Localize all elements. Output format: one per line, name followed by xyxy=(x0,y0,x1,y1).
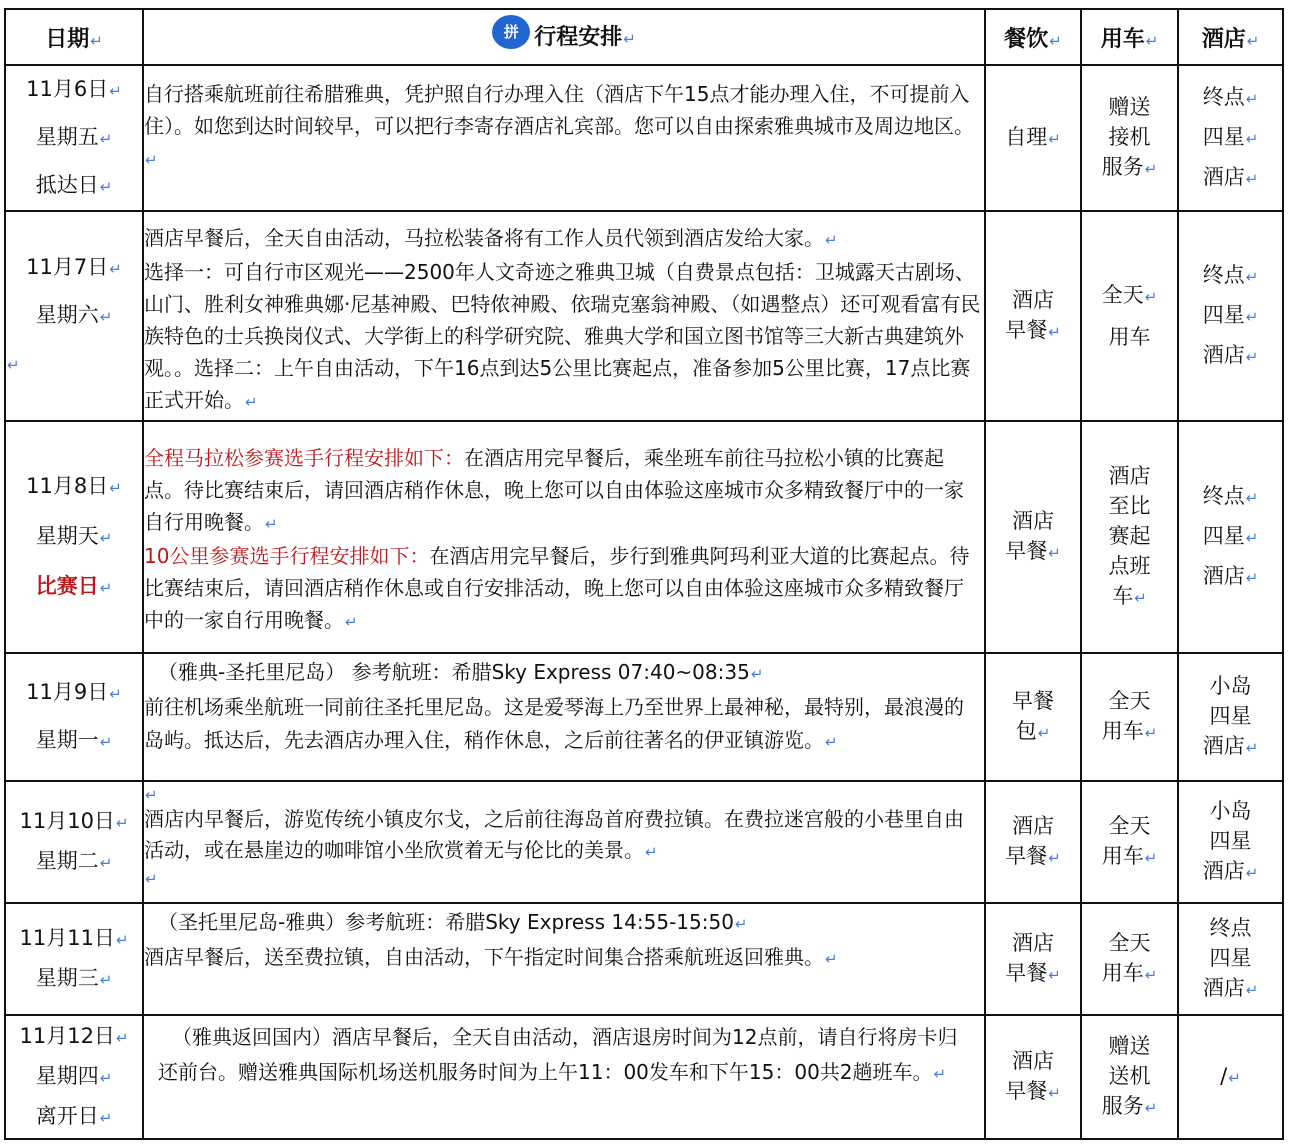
car-cell: 全天 用车↵ xyxy=(1081,653,1178,781)
table-row xyxy=(5,65,1283,211)
hotel-cell: 终点 四星 酒店↵ xyxy=(1178,903,1283,1015)
header-meal: 餐饮↵ xyxy=(985,9,1081,65)
meal-cell: 早餐 包↵ xyxy=(985,653,1081,781)
meal-cell: 自理↵ xyxy=(985,65,1081,211)
table-row xyxy=(5,653,1283,781)
hotel-cell: 小岛 四星 酒店↵ xyxy=(1178,781,1283,903)
plan-cell: （圣托里尼岛-雅典）参考航班：希腊Sky Express 14:55-15:50↵ 酒店早餐后，送至费拉镇，自由活动，下午指定时间集合搭乘航班返回雅典。↵ xyxy=(143,903,985,1015)
table-row xyxy=(5,903,1283,1015)
plan-cell: ↵ 酒店内早餐后，游览传统小镇皮尔戈，之后前往海岛首府费拉镇。在费拉迷宫般的小巷里自由活动，或在悬崖边的咖啡馆小坐欣赏着无与伦比的美景。↵ ↵ xyxy=(143,781,985,903)
date-cell: 11月9日↵ 星期一↵ xyxy=(5,653,143,781)
plan-cell: （雅典-圣托里尼岛） 参考航班：希腊Sky Express 07:40~08:35↵ 前往机场乘坐航班一同前往圣托里尼岛。这是爱琴海上乃至世界上最神秘，最特别，最浪漫的岛屿。抵达后，先去酒店办理入住，稍作休息，之后前往著名的伊亚镇游览。↵ xyxy=(143,653,985,781)
plan-cell: 酒店早餐后，全天自由活动，马拉松装备将有工作人员代领到酒店发给大家。↵ 选择一：可自行市区观光——2500年人文奇迹之雅典卫城（自费景点包括：卫城露天古剧场、山门、胜利女神雅典娜·尼基神殿、巴特侬神殿、依瑞克塞翁神殿、（如遇整点）还可观看富有民族特色的士兵换岗仪式、大学街上的科学研究院、雅典大学和国立图书馆等三大新古典建筑外观。。选择二：上午自由活动，下午16点到达5公里比赛起点，准备参加5公里比赛，17点比赛正式开始。↵ xyxy=(143,211,985,421)
table-row xyxy=(5,421,1283,653)
car-cell: 酒店 至比 赛起 点班 车↵ xyxy=(1081,421,1178,653)
plan-cell: （雅典返回国内）酒店早餐后，全天自由活动，酒店退房时间为12点前，请自行将房卡归还前台。赠送雅典国际机场送机服务时间为上午11：00发车和下午15：00共2趟班车。↵ xyxy=(143,1015,985,1139)
car-cell: 全天 用车↵ xyxy=(1081,903,1178,1015)
table-row xyxy=(5,211,1283,421)
hotel-cell: 小岛 四星 酒店↵ xyxy=(1178,653,1283,781)
plan-cell: 自行搭乘航班前往希腊雅典，凭护照自行办理入住（酒店下午15点才能办理入住，不可提前入住）。如您到达时间较早，可以把行李寄存酒店礼宾部。您可以自由探索雅典城市及周边地区。↵ xyxy=(143,65,985,211)
date-cell: 11月6日↵ 星期五↵ 抵达日↵ xyxy=(5,65,143,211)
meal-cell: 酒店 早餐↵ xyxy=(985,421,1081,653)
car-cell: 赠送 送机 服务↵ xyxy=(1081,1015,1178,1139)
car-cell: 赠送 接机 服务↵ xyxy=(1081,65,1178,211)
date-cell: 11月8日↵ 星期天↵ 比赛日↵ xyxy=(5,421,143,653)
car-cell: 全天↵ 用车 xyxy=(1081,211,1178,421)
table-row xyxy=(5,781,1283,903)
header-plan: 拼 行程安排↵ xyxy=(143,9,985,65)
itinerary-table xyxy=(4,8,1284,1140)
hotel-cell: 终点↵ 四星↵ 酒店↵ xyxy=(1178,421,1283,653)
header-row xyxy=(5,9,1283,65)
meal-cell: 酒店 早餐↵ xyxy=(985,1015,1081,1139)
header-car: 用车↵ xyxy=(1081,9,1178,65)
hotel-cell: /↵ xyxy=(1178,1015,1283,1139)
car-cell: 全天 用车↵ xyxy=(1081,781,1178,903)
full-marathon-label: 全程马拉松参赛选手行程安排如下： xyxy=(144,446,464,470)
date-cell: 11月11日↵ 星期三↵ xyxy=(5,903,143,1015)
plan-cell: 全程马拉松参赛选手行程安排如下：在酒店用完早餐后，乘坐班车前往马拉松小镇的比赛起点。待比赛结束后，请回酒店稍作休息，晚上您可以自由体验这座城市众多精致餐厅中的一家自行用晚餐。↵ 10公里参赛选手行程安排如下：在酒店用完早餐后，步行到雅典阿玛利亚大道的比赛起点。待比赛结束后，请回酒店稍作休息或自行安排活动，晚上您可以自由体验这座城市众多精致餐厅中的一家自行用晚餐。↵ xyxy=(143,421,985,653)
meal-cell: 酒店 早餐↵ xyxy=(985,781,1081,903)
ten-km-label: 10公里参赛选手行程安排如下： xyxy=(144,544,430,568)
date-cell: 11月7日↵ 星期六↵ ↵ xyxy=(5,211,143,421)
hotel-cell: 终点↵ 四星↵ 酒店↵ xyxy=(1178,65,1283,211)
date-cell: 11月10日↵ 星期二↵ xyxy=(5,781,143,903)
table-row xyxy=(5,1015,1283,1139)
date-cell: 11月12日↵ 星期四↵ 离开日↵ xyxy=(5,1015,143,1139)
pin-badge-icon: 拼 xyxy=(492,15,530,49)
header-hotel: 酒店↵ xyxy=(1178,9,1283,65)
header-date: 日期↵ xyxy=(5,9,143,65)
meal-cell: 酒店 早餐↵ xyxy=(985,211,1081,421)
hotel-cell: 终点↵ 四星↵ 酒店↵ xyxy=(1178,211,1283,421)
race-day-label: 比赛日 xyxy=(35,574,99,598)
meal-cell: 酒店 早餐↵ xyxy=(985,903,1081,1015)
